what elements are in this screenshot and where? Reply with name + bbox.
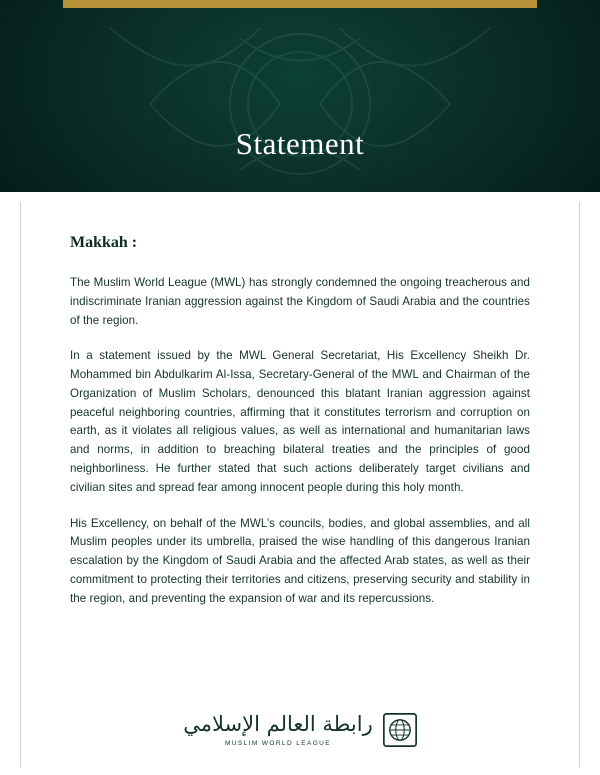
page-body [0,192,600,775]
header-watermark-pattern [90,8,510,192]
right-margin-rule [579,202,580,767]
mwl-globe-emblem-icon [383,713,417,747]
statement-paragraph-2: In a statement issued by the MWL General Secretariat, His Excellency Sheikh Dr. Mohammed bin Abdulkarim Al-Issa, Secretary-General of the MWL and Chairman of the Organization of Muslim Scholars, denounced this blatant Iranian aggression against peaceful neighboring countries, affirming that it constitutes terrorism and corruption on earth, as it violates all religious values, as well as international and humanitarian laws and norms, in addition to breaching bilateral treaties and the principles of good neighborliness. He further stated that such actions deliberately target civilians and civilian sites and spread fear among innocent people during this holy month. [70,349,530,494]
statement-paragraph-1: The Muslim World League (MWL) has strongly condemned the ongoing treacherous and indiscriminate Iranian aggression against the Kingdom of Saudi Arabia and the countries of the region. [70,276,530,327]
left-margin-rule [20,202,21,767]
page-header [0,0,600,192]
page-title: Statement [235,126,365,161]
footer-logo [0,713,600,747]
footer-english-name: MUSLIM WORLD LEAGUE [224,739,332,747]
footer-wordmark [183,711,373,747]
statement-paragraph-3: His Excellency, on behalf of the MWL’s councils, bodies, and global assemblies, and all Muslim peoples under its umbrella, praised the wise handling of this dangerous Iranian escalation by the Kingdom of Saudi Arabia and the affected Arab states, as well as their commitment to protecting their territories and citizens, preserving security and stability in the region, and preventing the expansion of war and its repercussions. [70,516,530,605]
footer-arabic-name: رابطة العالم الإسلامي [183,711,373,736]
dateline [70,234,530,252]
dateline-text: Makkah : [70,234,138,251]
header-gold-bar [63,0,537,8]
statement-text [70,234,530,609]
